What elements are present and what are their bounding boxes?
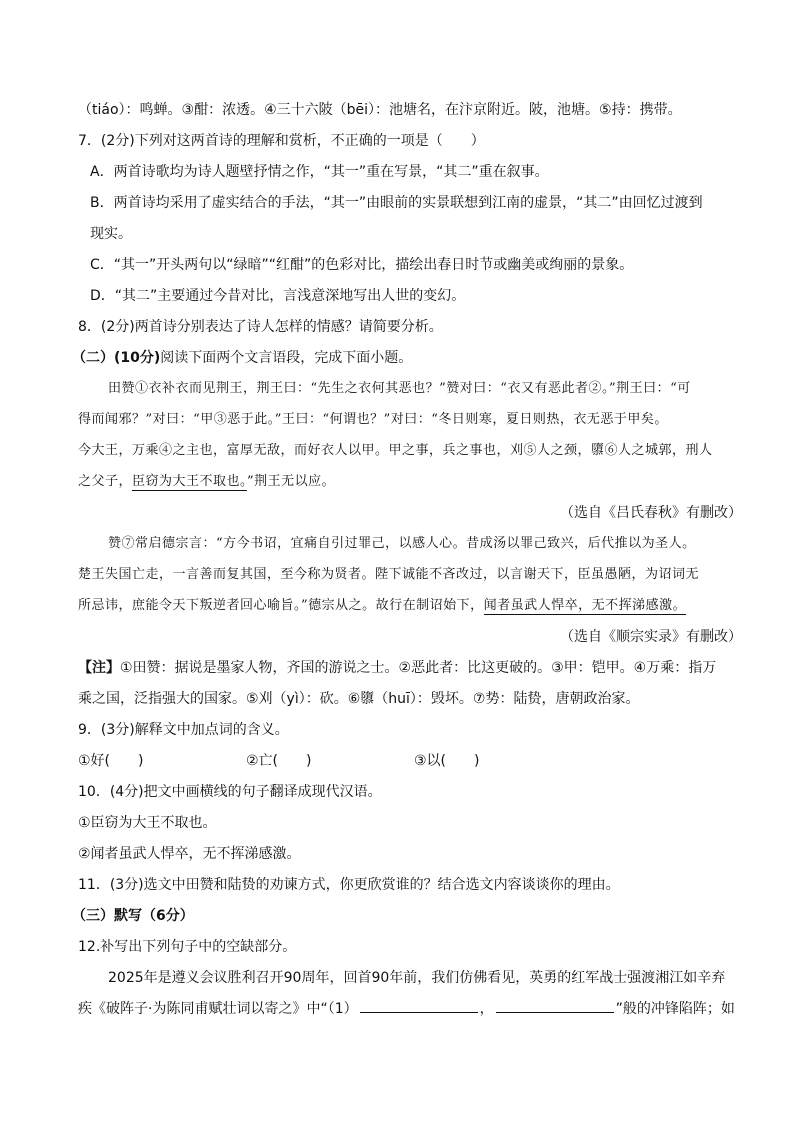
passage-1-line4 xyxy=(78,472,335,492)
passage-2-line3 xyxy=(78,596,686,616)
note-continuation: （tiáo）：鸣蝉。③酣：浓透。④三十六陂（bēi）：池塘名，在汴京附近。陂，池塘。⑤持：携带。 xyxy=(78,102,682,118)
question-12-line2-pre: 疾《破阵子·为陈同甫赋壮词以寄之》中“（1） xyxy=(78,1001,358,1017)
passage-1-line2: 得而闻邪？”对曰：“甲③恶于此。”王曰：“何谓也？”对曰：“冬日则寒，夏日则热，衣无恶于甲矣。 xyxy=(78,412,668,427)
source-1: （选自《吕氏春秋》有删改） xyxy=(560,505,742,521)
question-12: 12.补写出下列句子中的空缺部分。 xyxy=(78,939,297,955)
passage-2-line3-pre: 所忌讳，庶能令天下叛逆者回心喻旨。”德宗从之。故行在制诏始下， xyxy=(78,598,484,613)
passage-1-line3: 今大王，万乘④之主也，富厚无敌，而好衣人以甲。甲之事，兵之事也，刈⑤人之颈，隳⑥人之城郭，刑人 xyxy=(78,443,713,458)
question-7: 7．(2分)下列对这两首诗的理解和赏析，不正确的一项是（ ） xyxy=(78,133,485,149)
question-10-item-1: ①臣窃为大王不取也。 xyxy=(78,815,217,831)
question-9-item-2: ②亡( ) xyxy=(246,753,312,769)
question-12-line2 xyxy=(78,999,735,1019)
question-12-line2-post: ”般的冲锋陷阵；如 xyxy=(615,1001,735,1017)
question-8: 8．(2分)两首诗分别表达了诗人怎样的情感？请简要分析。 xyxy=(78,319,443,335)
question-9: 9．(3分)解释文中加点词的含义。 xyxy=(78,722,289,738)
fill-blank-1[interactable] xyxy=(360,999,478,1013)
passage-1-line1: 田赞①衣补衣而见荆王，荆王曰：“先生之衣何其恶也？”赞对曰：“衣又有恶此者②。”荆王曰：“可 xyxy=(108,381,691,396)
section-2-instruction: 阅读下面两个文言语段，完成下面小题。 xyxy=(160,350,413,366)
option-b-line2: 现实。 xyxy=(90,226,132,242)
fill-blank-2[interactable] xyxy=(496,999,614,1013)
notes-text-1: ①田赞：据说是墨家人物，齐国的游说之士。②恶此者：比这更破的。③甲：铠甲。④万乘：指万 xyxy=(120,660,717,676)
source-2: （选自《顺宗实录》有删改） xyxy=(560,629,742,645)
passage-1-line4-pre: 之父子， xyxy=(78,474,133,489)
notes-line1 xyxy=(78,658,716,678)
notes-line2: 乘之国，泛指强大的国家。⑤刈（yì）：砍。⑥隳（huī）：毁坏。⑦势：陆贽，唐朝政治家。 xyxy=(78,691,640,707)
option-d: D．“其二”主要通过今昔对比，言浅意深地写出人世的变幻。 xyxy=(90,288,466,304)
option-a: A．两首诗歌均为诗人题壁抒情之作，“其一”重在写景，“其二”重在叙事。 xyxy=(90,164,549,180)
question-10-item-2: ②闻者虽武人悍卒，无不挥涕感激。 xyxy=(78,846,301,862)
question-9-item-1: ①好( ) xyxy=(78,753,144,769)
section-2-label: （二）(10分) xyxy=(72,350,161,366)
question-11: 11．(3分)选文中田赞和陆贽的劝谏方式，你更欣赏谁的？结合选文内容谈谈你的理由。 xyxy=(78,877,620,893)
passage-2-line1: 赞⑦常启德宗言：“方今书诏，宜痛自引过罪己，以感人心。昔成汤以罪己致兴，后代推以为圣人。 xyxy=(108,536,696,551)
question-9-item-3: ③以( ) xyxy=(414,753,480,769)
underlined-sentence-1: 臣窃为大王不取也。 xyxy=(132,474,248,489)
option-c: C．“其一”开头两句以“绿暗”“红酣”的色彩对比，描绘出春日时节或幽美或绚丽的景象。 xyxy=(90,257,634,273)
passage-2-line2: 楚王失国亡走，一言善而复其国，至今称为贤者。陛下诚能不吝改过，以言谢天下，臣虽愚陋，为诏词无 xyxy=(78,567,700,582)
underlined-sentence-2: 闻者虽武人悍卒，无不挥涕感激。 xyxy=(483,598,687,613)
passage-1-line4-post: ”荆王无以应。 xyxy=(247,474,336,489)
option-b-line1: B．两首诗均采用了虚实结合的手法，“其一”由眼前的实景联想到江南的虚景，“其二”由回忆过渡到 xyxy=(90,195,703,211)
question-10: 10．(4分)把文中画横线的句子翻译成现代汉语。 xyxy=(78,784,382,800)
section-2-heading xyxy=(72,348,412,368)
notes-label: 【注】 xyxy=(78,660,120,676)
question-12-line1: 2025年是遵义会议胜利召开90周年，回首90年前，我们仿佛看见，英勇的红军战士强渡湘江如辛弃 xyxy=(108,970,726,986)
question-12-comma: ， xyxy=(479,1001,494,1017)
section-3-heading: （三）默写（6分） xyxy=(72,908,194,924)
